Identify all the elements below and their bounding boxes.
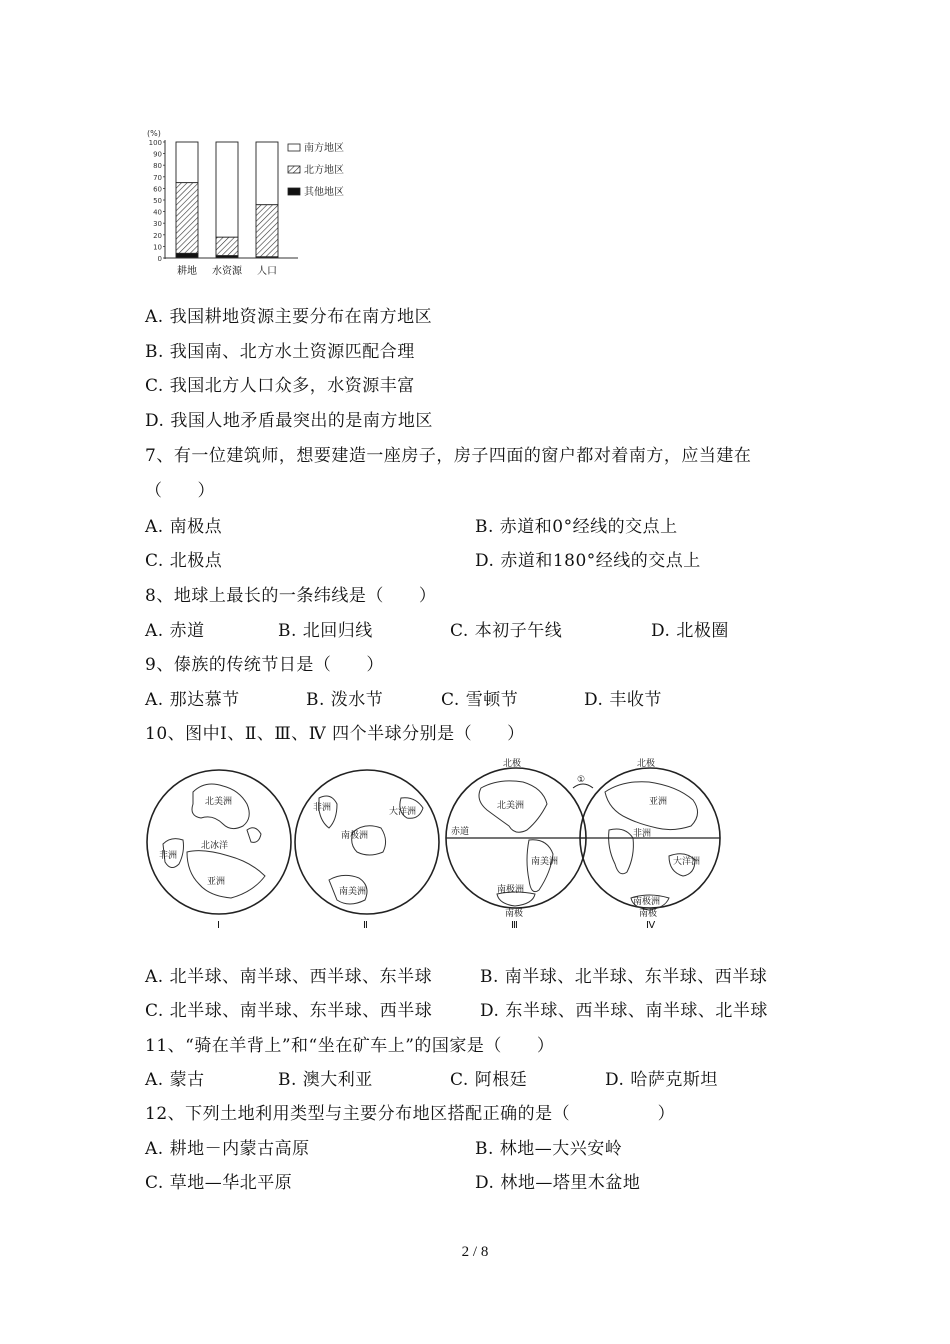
page-number: 2 / 8 <box>461 1244 489 1260</box>
g2-label-4: 南美洲 <box>339 887 367 897</box>
bars <box>165 142 298 258</box>
y-tick-label-10: 10 <box>153 243 162 252</box>
q10-stem: 10、图中Ⅰ、Ⅱ、Ⅲ、Ⅳ 四个半球分别是（ ） <box>145 724 525 744</box>
g4-label-6: 南极 <box>639 909 658 919</box>
legend-label-1: 北方地区 <box>304 165 344 176</box>
q6-option-a[interactable]: A. 我国耕地资源主要分布在南方地区 <box>145 307 433 327</box>
q12-option-b[interactable]: B. 林地—大兴安岭 <box>475 1139 623 1159</box>
g1-label-2: 北冰洋 <box>201 841 229 851</box>
x-label-0: 耕地 <box>177 266 197 277</box>
q10-option-d[interactable]: D. 东半球、西半球、南半球、北半球 <box>480 1001 768 1021</box>
q9-option-d[interactable]: D. 丰收节 <box>584 690 662 710</box>
bar-人口-南方地区 <box>256 142 278 205</box>
q8-option-a[interactable]: A. 赤道 <box>145 621 205 641</box>
q7-option-a[interactable]: A. 南极点 <box>145 517 223 537</box>
legend-swatch-1 <box>288 166 300 173</box>
q10-option-c[interactable]: C. 北半球、南半球、东半球、西半球 <box>145 1001 433 1021</box>
y-ticks <box>149 139 165 263</box>
hemispheres-figure <box>143 752 723 934</box>
q12-option-a[interactable]: A. 耕地－内蒙古高原 <box>145 1139 310 1159</box>
y-tick-label-20: 20 <box>153 231 162 240</box>
q9-stem: 9、傣族的传统节日是（ ） <box>145 655 384 675</box>
q8-option-b[interactable]: B. 北回归线 <box>278 621 373 641</box>
g1-roman: Ⅰ <box>217 920 220 931</box>
q7-option-c[interactable]: C. 北极点 <box>145 551 223 571</box>
x-label-1: 水资源 <box>212 266 242 277</box>
legend-swatch-0 <box>288 144 300 151</box>
y-tick-label-60: 60 <box>153 185 162 194</box>
g2-label-1: 非洲 <box>313 803 332 813</box>
q11-option-d[interactable]: D. 哈萨克斯坦 <box>605 1070 718 1090</box>
q9-option-b[interactable]: B. 泼水节 <box>306 690 384 710</box>
bar-耕地-其他地区 <box>176 253 198 258</box>
g3-label-2: 北美洲 <box>497 801 525 811</box>
q8-option-d[interactable]: D. 北极圈 <box>651 621 729 641</box>
g4-label-4: 大洋洲 <box>673 857 701 867</box>
y-tick-label-100: 100 <box>148 139 162 147</box>
x-labels <box>177 264 277 277</box>
q7-option-b[interactable]: B. 赤道和0°经线的交点上 <box>475 517 678 537</box>
g3-roman: Ⅲ <box>511 920 518 931</box>
g1-label-1: 北美洲 <box>205 797 233 807</box>
legend-swatch-2 <box>288 188 300 195</box>
g1-label-3: 非洲 <box>159 851 178 861</box>
bar-人口-北方地区 <box>256 205 278 257</box>
q9-option-a[interactable]: A. 那达慕节 <box>145 690 240 710</box>
g3-label-3: 赤道 <box>451 827 470 837</box>
g2-roman: Ⅱ <box>363 920 368 931</box>
q6-option-c[interactable]: C. 我国北方人口众多，水资源丰富 <box>145 376 415 396</box>
g4-label-5: 南极洲 <box>633 897 661 907</box>
y-tick-label-30: 30 <box>153 220 162 229</box>
g3-label-6: 南极 <box>505 909 524 919</box>
marker: ① <box>577 775 586 785</box>
q8-stem: 8、地球上最长的一条纬线是（ ） <box>145 586 437 606</box>
q7-paren: （ ） <box>145 481 215 501</box>
g4-roman: Ⅳ <box>646 920 656 931</box>
legend-label-0: 南方地区 <box>304 143 344 154</box>
q12-option-d[interactable]: D. 林地—塔里木盆地 <box>475 1173 641 1193</box>
x-label-2: 人口 <box>257 266 277 277</box>
g4-label-2: 亚洲 <box>649 797 668 807</box>
q12-stem: 12、下列土地利用类型与主要分布地区搭配正确的是（ ） <box>145 1104 676 1124</box>
q12-option-c[interactable]: C. 草地—华北平原 <box>145 1173 293 1193</box>
g1-label-4: 亚洲 <box>207 877 226 887</box>
g2-label-2: 大洋洲 <box>389 807 417 817</box>
q11-option-b[interactable]: B. 澳大利亚 <box>278 1070 373 1090</box>
g3-label-4: 南美洲 <box>531 857 559 867</box>
q11-option-a[interactable]: A. 蒙古 <box>145 1070 205 1090</box>
y-tick-label-70: 70 <box>153 173 162 182</box>
g3-label-5: 南极洲 <box>497 885 525 895</box>
g4-label-1: 北极 <box>637 759 656 769</box>
q11-option-c[interactable]: C. 阿根廷 <box>450 1070 528 1090</box>
q7-option-d[interactable]: D. 赤道和180°经线的交点上 <box>475 551 701 571</box>
g2-label-3: 南极洲 <box>341 831 369 841</box>
y-tick-label-40: 40 <box>153 208 162 217</box>
q10-option-b[interactable]: B. 南半球、北半球、东半球、西半球 <box>480 967 768 987</box>
bar-耕地-北方地区 <box>176 183 198 254</box>
q6-option-b[interactable]: B. 我国南、北方水土资源匹配合理 <box>145 342 415 362</box>
q8-option-c[interactable]: C. 本初子午线 <box>450 621 563 641</box>
bar-水资源-北方地区 <box>216 237 238 256</box>
resource-distribution-chart <box>138 124 378 284</box>
y-axis-label: (%) <box>147 129 161 138</box>
bar-耕地-南方地区 <box>176 142 198 183</box>
legend <box>288 141 344 198</box>
q10-option-a[interactable]: A. 北半球、南半球、西半球、东半球 <box>145 967 433 987</box>
q11-stem: 11、“骑在羊背上”和“坐在矿车上”的国家是（ ） <box>145 1036 555 1056</box>
g4-label-3: 非洲 <box>633 829 652 839</box>
q6-option-d[interactable]: D. 我国人地矛盾最突出的是南方地区 <box>145 411 433 431</box>
g3-label-1: 北极 <box>503 759 522 769</box>
q7-stem: 7、有一位建筑师，想要建造一座房子，房子四面的窗户都对着南方，应当建在 <box>145 446 752 466</box>
y-tick-label-90: 90 <box>153 150 162 159</box>
y-tick-label-80: 80 <box>153 162 162 171</box>
legend-label-2: 其他地区 <box>304 187 344 198</box>
q9-option-c[interactable]: C. 雪顿节 <box>441 690 519 710</box>
y-tick-label-0: 0 <box>157 255 162 263</box>
y-tick-label-50: 50 <box>153 197 162 205</box>
bar-水资源-南方地区 <box>216 142 238 237</box>
